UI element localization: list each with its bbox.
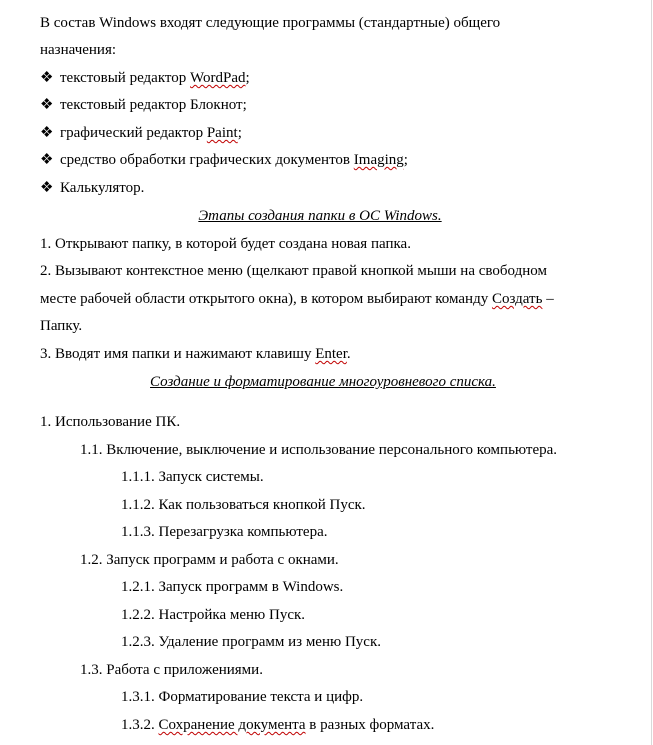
step-3-tail: . — [346, 346, 351, 362]
diamond-bullet-icon: ❖ — [40, 70, 54, 86]
diamond-bullet-icon: ❖ — [40, 125, 54, 141]
bullet-tail: ; — [245, 70, 250, 86]
spellcheck-term: Imaging — [353, 152, 404, 168]
bullet-item-calculator — [40, 179, 144, 197]
bullet-text: средство обработки графических документов — [60, 152, 354, 168]
intro-line-1: В состав Windows входят следующие программы (стандартные) общего — [40, 15, 501, 31]
heading-folder-creation: Этапы создания папки в ОС Windows. — [198, 208, 442, 224]
list-item: 1. Использование ПК. — [40, 414, 181, 430]
list-item-tail: в разных форматах. — [305, 717, 435, 733]
intro-line-2: назначения: — [40, 42, 117, 58]
list-item — [121, 716, 434, 734]
step-2-line-3: Папку. — [40, 318, 83, 334]
list-item: 1.2. Запуск программ и работа с окнами. — [80, 552, 339, 568]
spellcheck-term: Сохранение документа — [158, 717, 306, 733]
spellcheck-term: Enter — [315, 346, 347, 362]
list-item: 1.3. Работа с приложениями. — [80, 662, 263, 678]
list-item: 1.1.2. Как пользоваться кнопкой Пуск. — [121, 497, 366, 513]
spellcheck-term: Paint — [206, 125, 238, 141]
bullet-text: графический редактор — [60, 125, 207, 141]
diamond-bullet-icon: ❖ — [40, 180, 54, 196]
list-item: 1.2.1. Запуск программ в Windows. — [121, 579, 344, 595]
bullet-tail: ; — [403, 152, 408, 168]
bullet-text: Калькулятор. — [60, 180, 145, 196]
heading-multilevel-list: Создание и форматирование многоуровневого списка. — [150, 374, 496, 390]
list-item: 1.3.1. Форматирование текста и цифр. — [121, 689, 364, 705]
step-3-text: 3. Вводят имя папки и нажимают клавишу — [40, 346, 316, 362]
step-2-tail: – — [542, 291, 554, 307]
list-item: 1.2.3. Удаление программ из меню Пуск. — [121, 634, 381, 650]
list-item: 1.2.2. Настройка меню Пуск. — [121, 607, 306, 623]
list-item: 1.1. Включение, выключение и использование персонального компьютера. — [80, 442, 558, 458]
spellcheck-term: Создать — [491, 291, 543, 307]
list-item-number: 1.3.2. — [121, 717, 159, 733]
diamond-bullet-icon: ❖ — [40, 97, 54, 113]
step-3 — [40, 345, 351, 363]
bullet-item-imaging — [40, 151, 408, 169]
bullet-text: текстовый редактор Блокнот; — [60, 97, 247, 113]
step-2-text: месте рабочей области открытого окна), в котором выбирают команду — [40, 291, 492, 307]
list-item: 1.1.3. Перезагрузка компьютера. — [121, 524, 328, 540]
spellcheck-term: WordPad — [190, 70, 246, 86]
bullet-item-notepad — [40, 96, 247, 114]
bullet-item-paint — [40, 124, 242, 142]
step-2-line-1: 2. Вызывают контекстное меню (щелкают правой кнопкой мыши на свободном — [40, 263, 547, 279]
step-2-line-2 — [40, 290, 554, 308]
diamond-bullet-icon: ❖ — [40, 152, 54, 168]
list-item: 1.1.1. Запуск системы. — [121, 469, 264, 485]
step-1: 1. Открывают папку, в которой будет создана новая папка. — [40, 236, 411, 252]
bullet-tail: ; — [237, 125, 242, 141]
bullet-item-wordpad — [40, 69, 250, 87]
bullet-text: текстовый редактор — [60, 70, 191, 86]
